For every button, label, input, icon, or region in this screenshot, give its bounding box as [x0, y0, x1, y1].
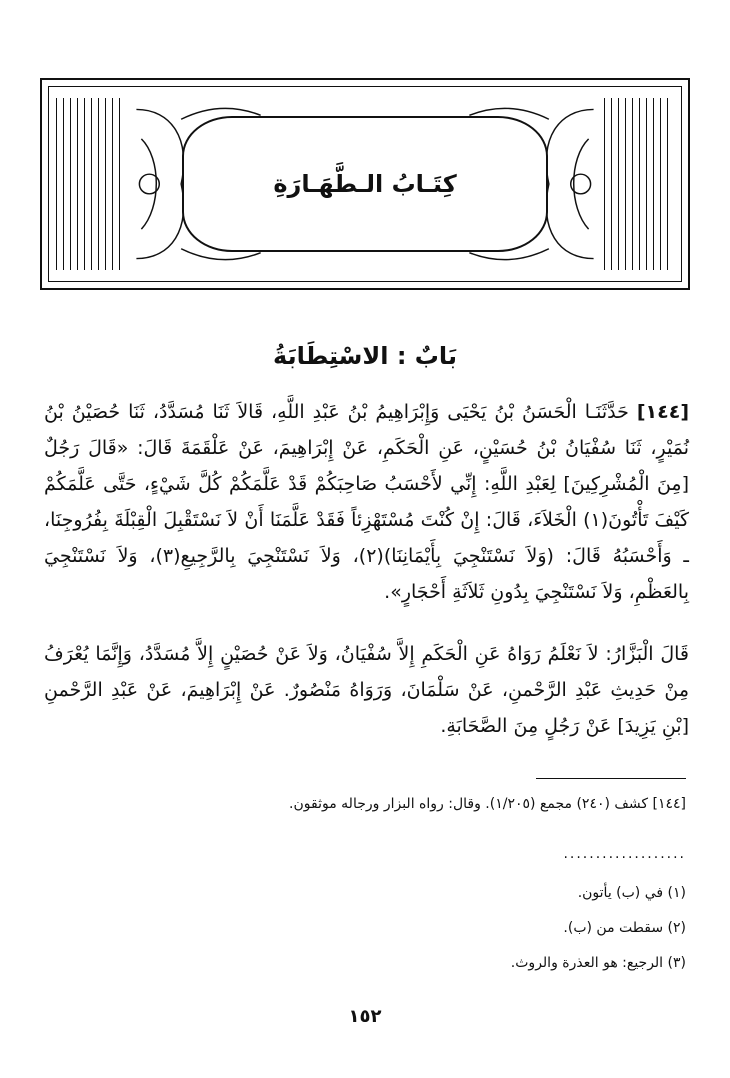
- book-title: كِتَـابُ الـطَّهَـارَةِ: [273, 170, 457, 198]
- footnote-3: (٣) الرجيع: هو العذرة والروث.: [510, 955, 686, 971]
- dotted-separator: ...................: [563, 846, 686, 862]
- title-frame: [40, 78, 690, 290]
- hadith-text: حَدَّثَنَـا الْحَسَنُ بْنُ يَحْيَى وَإِبْرَاهِيمُ بْنُ عَبْدِ اللَّهِ، قَالاَ ثَنَا مُسَدَّدُ، ثَنَا حُصَيْنُ بْنُ نُمَيْرٍ، ثَنَا سُفْيَانُ بْنُ حُسَيْنٍ، عَنِ الْحَكَمِ، عَنْ إِبْرَاهِيمَ، عَنْ عَلْقَمَةَ قَالَ: «قَالَ رَجُلٌ [مِنَ الْمُشْرِكِينَ] لِعَبْدِ اللَّهِ: إِنِّي لأَحْسَبُ صَاحِبَكُمْ قَدْ عَلَّمَكُمْ كُلَّ شَيْءٍ، حَتَّى عَلَّمَكُمْ كَيْفَ تَأْتُونَ(١) الْخَلاَءَ، قَالَ: إِنْ كُنْتَ مُسْتَهْزِئاً فَقَدْ عَلَّمَنَا أَنْ لاَ نَسْتَقْبِلَ الْقِبْلَةَ بِفُرُوجِنَا، ـ وَأَحْسَبُهُ قَالَ: (وَلاَ نَسْتَنْجِيَ بِأَيْمَانِنَا)(٢)، وَلاَ نَسْتَنْجِيَ بِالرَّجِيعِ(٣)، وَلاَ نَسْتَنْجِيَ بِالعَظْمِ، وَلاَ نَسْتَنْجِيَ بِدُونِ ثَلاَثَةِ أَحْجَارٍ».: [44, 401, 689, 603]
- bazzar-paragraph: قَالَ الْبَزَّارُ: لاَ نَعْلَمُ رَوَاهُ عَنِ الْحَكَمِ إِلاَّ سُفْيَانُ، وَلاَ عَنْ حُصَيْنٍ إِلاَّ مُسَدَّدُ، وَإِنَّمَا يُعْرَفُ مِنْ حَدِيثِ عَبْدِ الرَّحْمنِ، عَنْ سَلْمَانَ، وَرَوَاهُ مَنْصُورٌ. عَنْ إِبْرَاهِيمَ، عَنْ عَبْدِ الرَّحْمنِ [بْنِ يَزِيدَ] عَنْ رَجُلٍ مِنَ الصَّحَابَةِ.: [44, 643, 689, 737]
- takhrij-note: [١٤٤] كشف (٢٤٠) مجمع (١/٢٠٥). وقال: رواه البزار ورجاله موثقون.: [289, 796, 686, 812]
- footnotes: [41, 876, 686, 981]
- footnote-1: (١) في (ب) يأتون.: [577, 885, 686, 901]
- footnote-separator: [536, 778, 686, 779]
- chapter-title: بَابٌ : الاسْتِطَابَةُ: [273, 342, 457, 370]
- hadith-number: [١٤٤]: [636, 401, 689, 423]
- title-cartouche: [182, 116, 548, 252]
- footnote-2: (٢) سقطت من (ب).: [563, 920, 686, 936]
- hadith-paragraph: [44, 394, 689, 610]
- page-number: ١٥٢: [348, 1006, 382, 1027]
